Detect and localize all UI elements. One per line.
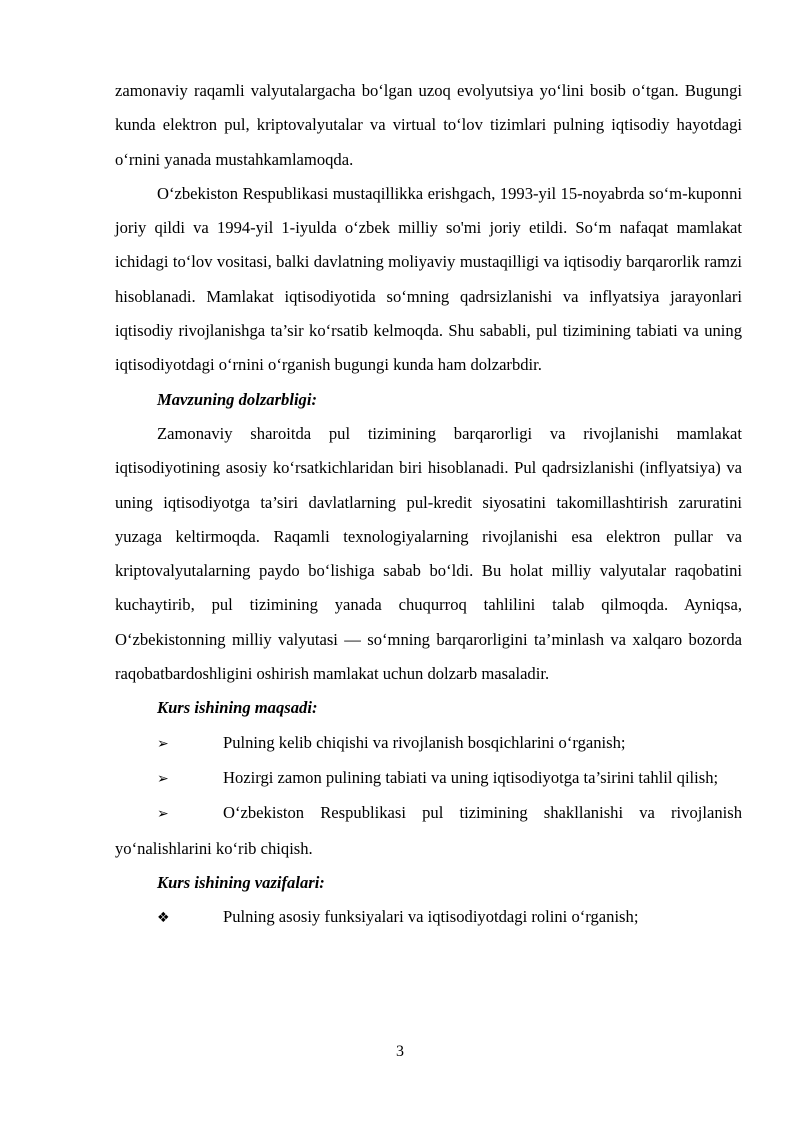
goal-list-item (115, 726, 742, 761)
task-item-text: Pulning asosiy funksiyalari va iqtisodiyotdagi rolini o‘rganish; (223, 907, 639, 927)
goal-item-text: O‘zbekiston Respublikasi pul tizimining shakllanishi va rivojlanish yo‘nalishlarini ko‘rib chiqish. (115, 803, 742, 858)
goal-list-item (115, 796, 742, 866)
page-number: 3 (396, 1043, 404, 1060)
paragraph-uzbek-currency: O‘zbekiston Respublikasi mustaqillikka erishgach, 1993-yil 15-noyabrda so‘m-kuponni joriy qildi va 1994-yil 1-iyulda o‘zbek milliy so'mi joriy etildi. So‘m nafaqat mamlakat ichidagi to‘lov vositasi, balki davlatning moliyaviy mustaqilligi va iqtisodiy barqarorlik ramzi hisoblanadi. Mamlakat iqtisodiyotida so‘mning qadrsizlanishi va inflyatsiya jarayonlari iqtisodiy rivojlanishga ta’sir ko‘rsatib kelmoqda. Shu sababli, pul tizimining tabiati va uning iqtisodiyotdagi o‘rnini o‘rganish bugungi kunda ham dolzarbdir. (115, 183, 742, 375)
document-page (115, 74, 742, 935)
goal-list-item (115, 761, 742, 796)
heading-goal: Kurs ishining maqsadi: (157, 698, 318, 718)
arrow-bullet-icon: ➢ (157, 806, 169, 823)
arrow-bullet-icon: ➢ (157, 770, 169, 787)
task-list (115, 900, 742, 935)
paragraph-intro-continuation: zamonaviy raqamli valyutalargacha bo‘lgan uzoq evolyutsiya yo‘lini bosib o‘tgan. Bugungi kunda elektron pul, kriptovalyutalar va virtual to‘lov tizimlari pulning iqtisodiy hayotdagi o‘rnini yanada mustahkamlamoqda. (115, 81, 742, 169)
diamond-bullet-icon: ❖ (157, 910, 170, 927)
goal-item-text: Hozirgi zamon pulining tabiati va uning iqtisodiyotga ta’sirini tahlil qilish; (223, 767, 719, 787)
heading-relevance: Mavzuning dolzarbligi: (157, 389, 317, 409)
goal-item-text: Pulning kelib chiqishi va rivojlanish bosqichlarini o‘rganish; (223, 732, 626, 752)
task-list-item (115, 900, 742, 935)
heading-tasks: Kurs ishining vazifalari: (157, 872, 325, 892)
paragraph-relevance: Zamonaviy sharoitda pul tizimining barqarorligi va rivojlanishi mamlakat iqtisodiyotining asosiy ko‘rsatkichlaridan biri hisoblanadi. Pul qadrsizlanishi (inflyatsiya) va uning iqtisodiyotga ta’siri davlatlarning pul-kredit siyosatini takomillashtirish zaruratini yuzaga keltirmoqda. Raqamli texnologiyalarning rivojlanishi esa elektron pullar va kriptovalyutalarning paydo bo‘lishiga sabab bo‘ldi. Bu holat milliy valyutalar raqobatini kuchaytirib, pul tizimining yanada chuqurroq tahlilini talab qilmoqda. Ayniqsa, O‘zbekistonning milliy valyutasi — so‘mning barqarorligini ta’minlash va xalqaro bozorda raqobatbardoshligini oshirish mamlakat uchun dolzarb masaladir. (115, 423, 742, 684)
arrow-bullet-icon: ➢ (157, 735, 169, 752)
goal-list (115, 726, 742, 866)
